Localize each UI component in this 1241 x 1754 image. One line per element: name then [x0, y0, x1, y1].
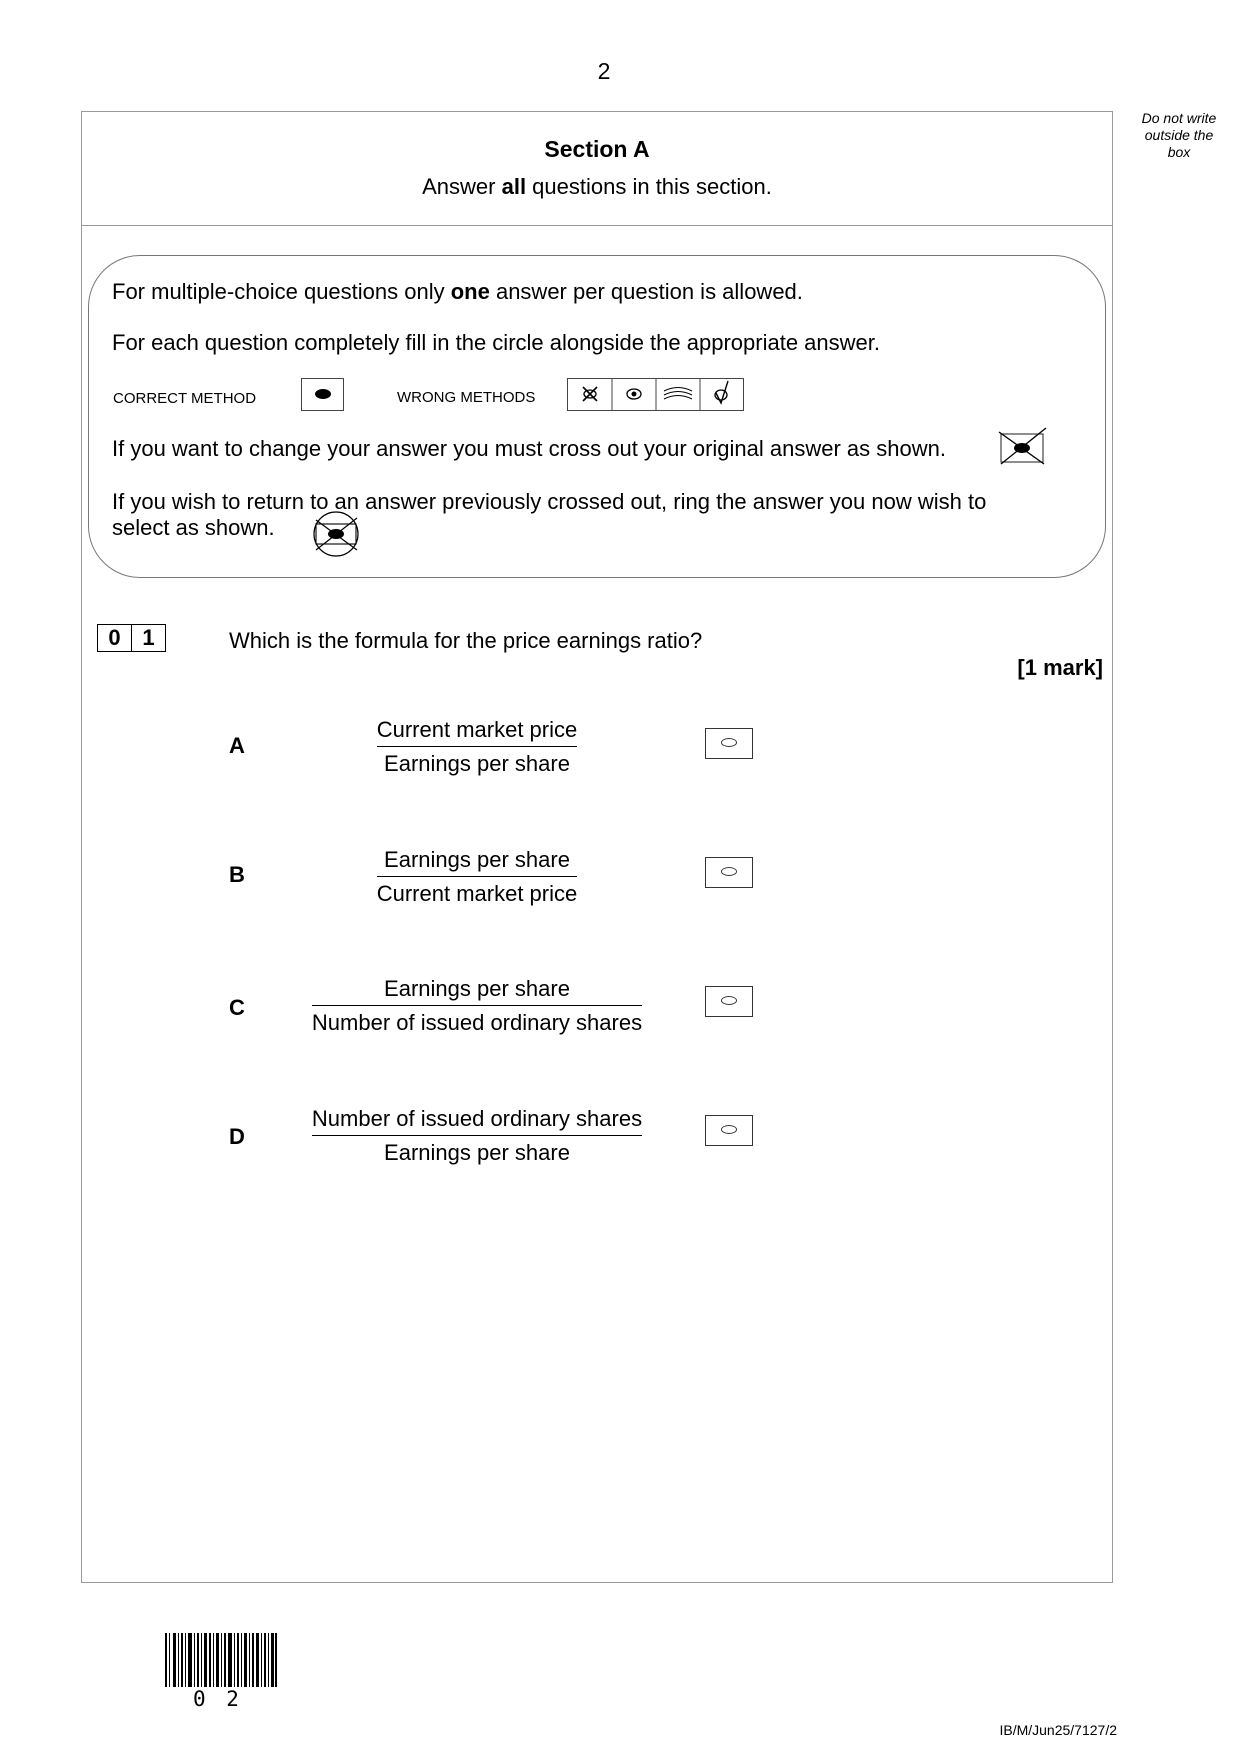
option-a-denominator: Earnings per share [384, 751, 570, 776]
section-title: Section A [544, 136, 650, 162]
correct-method-label: CORRECT METHOD [113, 390, 257, 407]
instruction-one-answer: For multiple-choice questions only one answer per question is allowed. [112, 279, 803, 304]
paper-reference-code: IB/M/Jun25/7127/2 [999, 1722, 1117, 1738]
scribble-icon [664, 388, 692, 400]
barcode [165, 1633, 277, 1687]
option-d-numerator: Number of issued ordinary shares [312, 1104, 642, 1136]
correct-method-example [301, 378, 344, 411]
dot-in-oval-icon [627, 389, 641, 399]
ringed-answer-example-icon [309, 510, 365, 558]
option-b-oval[interactable] [721, 867, 737, 876]
option-c-denominator: Number of issued ordinary shares [311, 1010, 643, 1035]
cross-mark-icon [583, 387, 597, 401]
option-d-formula [307, 1104, 647, 1168]
option-b-formula [307, 845, 647, 909]
tick-mark-icon [715, 381, 728, 403]
option-b-numerator: Earnings per share [377, 845, 578, 877]
option-c-answer-box[interactable] [705, 986, 753, 1017]
section-header [82, 112, 1112, 226]
mark-allocation: [1 mark] [1017, 655, 1103, 680]
margin-note: Do not write outside the box [1141, 110, 1217, 160]
instruction-fill-circle: For each question completely fill in the circle alongside the appropriate answer. [112, 330, 880, 355]
page-number: 2 [597, 58, 611, 84]
option-c-formula [307, 974, 647, 1038]
crossed-out-example-icon [996, 426, 1048, 466]
section-instruction: Answer all questions in this section. [422, 174, 772, 199]
option-a-oval[interactable] [721, 738, 737, 747]
instruction-change-answer: If you want to change your answer you must cross out your original answer as shown. [112, 436, 946, 461]
instruction-return-line1: If you wish to return to an answer previously crossed out, ring the answer you now wish to [112, 489, 987, 514]
wrong-methods-examples [567, 378, 744, 411]
wrong-methods-label: WRONG METHODS [397, 389, 536, 406]
filled-oval-icon [302, 379, 343, 410]
option-d-denominator: Earnings per share [384, 1140, 570, 1165]
question-text: Which is the formula for the price earnings ratio? [229, 628, 703, 653]
option-d-answer-box[interactable] [705, 1115, 753, 1146]
option-a-formula [307, 715, 647, 779]
option-b-denominator: Current market price [376, 881, 578, 906]
barcode-digits: 0 2 [193, 1687, 243, 1711]
option-c-oval[interactable] [721, 996, 737, 1005]
question-number-digit-2: 1 [131, 624, 166, 652]
option-a-answer-box[interactable] [705, 728, 753, 759]
option-c-letter: C [229, 995, 245, 1020]
option-c-numerator: Earnings per share [312, 974, 642, 1006]
option-a-numerator: Current market price [377, 715, 578, 747]
option-a-letter: A [229, 733, 245, 758]
question-number-digit-1: 0 [97, 624, 132, 652]
instruction-return-line2: select as shown. [112, 515, 275, 540]
option-b-answer-box[interactable] [705, 857, 753, 888]
option-b-letter: B [229, 862, 245, 887]
option-d-oval[interactable] [721, 1125, 737, 1134]
option-d-letter: D [229, 1124, 245, 1149]
